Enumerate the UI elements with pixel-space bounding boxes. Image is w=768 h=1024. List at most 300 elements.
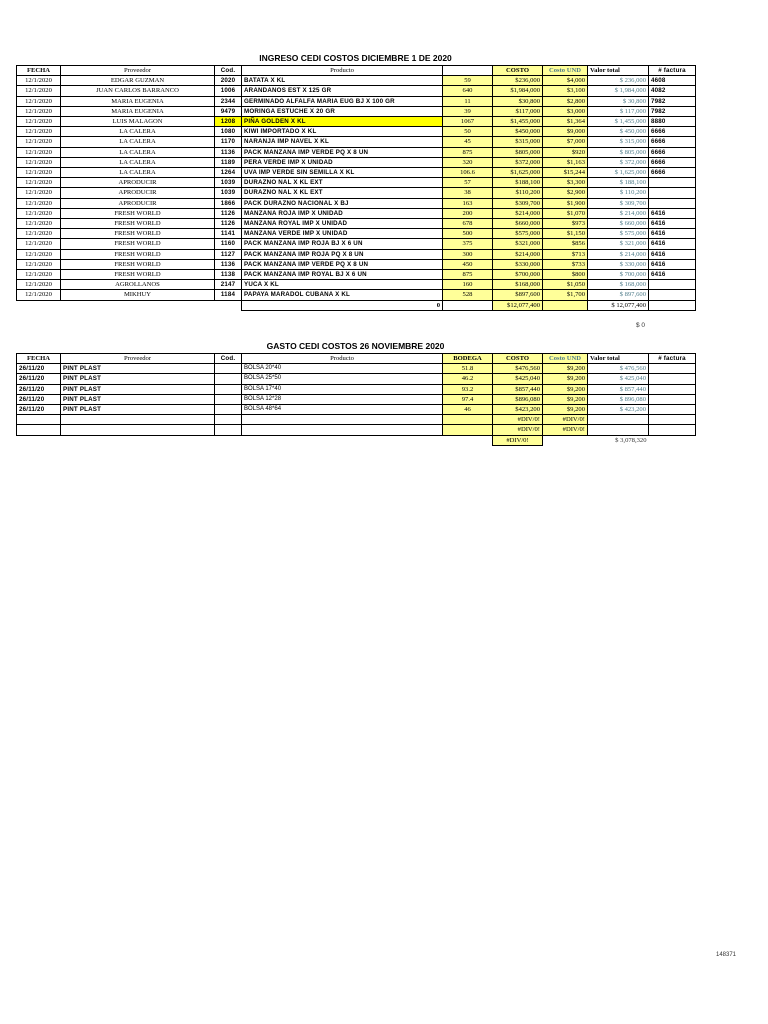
- cell-proveedor: APRODUCIR: [61, 188, 215, 198]
- cell-costo: $110,200: [493, 188, 543, 198]
- col-producto: Producto: [242, 354, 443, 364]
- cell-costo-und: $800: [543, 270, 588, 280]
- cell-costo: $309,700: [493, 198, 543, 208]
- cell-valor-total: $ 575,000: [588, 229, 649, 239]
- total-valor: $ 3,078,320: [615, 436, 647, 444]
- cell-valor-total: $ 321,000: [588, 239, 649, 249]
- table-row: [17, 394, 696, 404]
- cell-cod: 1127: [215, 249, 242, 259]
- ingreso-table: [16, 65, 696, 311]
- cell-fecha: 12/1/2020: [17, 137, 61, 147]
- cell-cod: 1126: [215, 208, 242, 218]
- cell-proveedor: [61, 415, 215, 425]
- cell-costo-und: $9,200: [543, 384, 588, 394]
- cell-proveedor: FRESH WORLD: [61, 229, 215, 239]
- cell-producto: PACK MANZANA IMP VERDE PQ X 8 UN: [242, 259, 443, 269]
- cell-factura: [649, 364, 696, 374]
- cell-costo-und: $1,900: [543, 198, 588, 208]
- cell-fecha: 12/1/2020: [17, 117, 61, 127]
- cell-producto: MANZANA VERDE IMP X UNIDAD: [242, 229, 443, 239]
- gasto-sheet: [16, 340, 695, 446]
- col-valor-total: Valor total: [588, 354, 649, 364]
- cell-producto: DURAZNO NAL X KL EXT: [242, 188, 443, 198]
- cell-fecha: 26/11/20: [17, 364, 61, 374]
- cell-costo-und: $9,200: [543, 374, 588, 384]
- cell-proveedor: FRESH WORLD: [61, 208, 215, 218]
- cell-proveedor: LA CALERA: [61, 147, 215, 157]
- table-row: [17, 374, 696, 384]
- cell-costo-und: #DIV/0!: [543, 415, 588, 425]
- table-row: [17, 168, 696, 178]
- cell-factura: 4608: [649, 76, 696, 86]
- cell-fecha: 26/11/20: [17, 405, 61, 415]
- cell-costo: $660,000: [493, 219, 543, 229]
- cell-factura: 7982: [649, 106, 696, 116]
- cell-producto: BOLSA 17*40: [242, 384, 443, 394]
- total-valor: $ 12,077,400: [588, 300, 649, 310]
- col-factura: # factura: [649, 66, 696, 76]
- cell-fecha: 12/1/2020: [17, 208, 61, 218]
- total-row: [17, 300, 696, 310]
- cell-cod: 1138: [215, 270, 242, 280]
- cell-costo: $857,440: [493, 384, 543, 394]
- cell-costo-und: $9,000: [543, 127, 588, 137]
- cell-producto: GERMINADO ALFALFA MARIA EUG BJ X 100 GR: [242, 96, 443, 106]
- cell-producto: PACK MANZANA IMP ROYAL BJ X 6 UN: [242, 270, 443, 280]
- col-valor-total: Valor total: [588, 66, 649, 76]
- cell-costo: $700,000: [493, 270, 543, 280]
- cell-costo-und: $1,163: [543, 157, 588, 167]
- cell-proveedor: LA CALERA: [61, 168, 215, 178]
- cell-factura: [649, 374, 696, 384]
- col-fecha: FECHA: [17, 354, 61, 364]
- cell-valor-total: [588, 415, 649, 425]
- cell-costo: $575,000: [493, 229, 543, 239]
- cell-costo-und: $3,300: [543, 178, 588, 188]
- cell-factura: 6416: [649, 249, 696, 259]
- cell-cod: 2344: [215, 96, 242, 106]
- cell-proveedor: APRODUCIR: [61, 178, 215, 188]
- cell-cod: 1141: [215, 229, 242, 239]
- cell-fecha: 12/1/2020: [17, 259, 61, 269]
- cell-cod: [215, 364, 242, 374]
- cell-costo: $330,000: [493, 259, 543, 269]
- cell-cod: 1006: [215, 86, 242, 96]
- cell-costo: $236,000: [493, 76, 543, 86]
- cell-factura: 6416: [649, 239, 696, 249]
- cell-cod: 1126: [215, 219, 242, 229]
- cell-cod: [215, 415, 242, 425]
- table-row: [17, 157, 696, 167]
- cell-proveedor: LA CALERA: [61, 157, 215, 167]
- cell-costo-und: $856: [543, 239, 588, 249]
- cell-producto: BOLSA 25*50: [242, 374, 443, 384]
- cell-producto: NARANJA IMP NAVEL X KL: [242, 137, 443, 147]
- cell-fecha: 12/1/2020: [17, 239, 61, 249]
- cell-valor-total: $ 425,040: [588, 374, 649, 384]
- cell-cod: 1039: [215, 178, 242, 188]
- cell-producto: [242, 425, 443, 435]
- cell-costo: #DIV/0!: [493, 425, 543, 435]
- cell-cantidad: 11: [443, 96, 493, 106]
- cell-valor-total: $ 315,000: [588, 137, 649, 147]
- cell-factura: 6416: [649, 229, 696, 239]
- cell-costo-und: $1,364: [543, 117, 588, 127]
- cell-costo-und: $9,200: [543, 364, 588, 374]
- cell-proveedor: PINT PLAST: [61, 374, 215, 384]
- cell-fecha: 12/1/2020: [17, 178, 61, 188]
- cell-costo: $168,000: [493, 280, 543, 290]
- cell-valor-total: [588, 425, 649, 435]
- cell-producto: MORINGA ESTUCHE X 20 GR: [242, 106, 443, 116]
- cell-factura: [649, 290, 696, 300]
- cell-costo: $1,455,000: [493, 117, 543, 127]
- cell-cod: [215, 405, 242, 415]
- cell-cod: [215, 384, 242, 394]
- cell-factura: [649, 178, 696, 188]
- cell-proveedor: PINT PLAST: [61, 394, 215, 404]
- col-fecha: FECHA: [17, 66, 61, 76]
- sheet-title: GASTO CEDI COSTOS 26 NOVIEMBRE 2020: [266, 341, 445, 351]
- cell-valor-total: $ 188,100: [588, 178, 649, 188]
- cell-factura: 8880: [649, 117, 696, 127]
- col-costo-und: Costo UND: [543, 354, 588, 364]
- cell-producto: KIWI IMPORTADO X KL: [242, 127, 443, 137]
- cell-costo-und: $713: [543, 249, 588, 259]
- col-producto: Producto: [242, 66, 443, 76]
- cell-valor-total: $ 372,000: [588, 157, 649, 167]
- cell-proveedor: LA CALERA: [61, 137, 215, 147]
- cell-costo-und: $3,000: [543, 106, 588, 116]
- cell-bodega: 46.2: [443, 374, 493, 384]
- cell-proveedor: EDGAR GUZMAN: [61, 76, 215, 86]
- cell-producto: MANZANA ROYAL IMP X UNIDAD: [242, 219, 443, 229]
- cell-costo-und: $1,070: [543, 208, 588, 218]
- cell-bodega: 46: [443, 405, 493, 415]
- cell-producto: PACK DURAZNO NACIONAL X BJ: [242, 198, 443, 208]
- cell-factura: 6666: [649, 168, 696, 178]
- table-row: [17, 239, 696, 249]
- cell-factura: [649, 198, 696, 208]
- cell-costo-und: #DIV/0!: [543, 425, 588, 435]
- cell-valor-total: $ 700,000: [588, 270, 649, 280]
- cell-fecha: 12/1/2020: [17, 96, 61, 106]
- zero-note: $ 0: [636, 322, 646, 329]
- col-cod: Cod.: [215, 66, 242, 76]
- cell-factura: 6416: [649, 270, 696, 280]
- cell-factura: 6666: [649, 147, 696, 157]
- cell-cantidad: 39: [443, 106, 493, 116]
- cell-producto: PAPAYA MARADOL CUBANA X KL: [242, 290, 443, 300]
- cell-costo-und: $15,244: [543, 168, 588, 178]
- cell-valor-total: $ 30,800: [588, 96, 649, 106]
- total-costo: $12,077,400: [493, 300, 543, 310]
- cell-costo: $897,600: [493, 290, 543, 300]
- cell-cantidad: 375: [443, 239, 493, 249]
- table-row: [17, 76, 696, 86]
- cell-costo: $805,000: [493, 147, 543, 157]
- cell-costo: $315,000: [493, 137, 543, 147]
- cell-cod: 1039: [215, 188, 242, 198]
- col-cantidad: [443, 66, 493, 76]
- cell-cantidad: 300: [443, 249, 493, 259]
- cell-valor-total: $ 117,000: [588, 106, 649, 116]
- cell-fecha: 12/1/2020: [17, 188, 61, 198]
- cell-fecha: 12/1/2020: [17, 76, 61, 86]
- cell-fecha: 12/1/2020: [17, 290, 61, 300]
- table-row: [17, 86, 696, 96]
- cell-valor-total: $ 660,000: [588, 219, 649, 229]
- cell-costo: $423,200: [493, 405, 543, 415]
- cell-factura: [649, 405, 696, 415]
- cell-factura: 6666: [649, 137, 696, 147]
- cell-cod: 1136: [215, 259, 242, 269]
- table-row: [17, 188, 696, 198]
- cell-fecha: 12/1/2020: [17, 280, 61, 290]
- table-row: [17, 270, 696, 280]
- cell-producto: [242, 415, 443, 425]
- cell-valor-total: $ 805,000: [588, 147, 649, 157]
- cell-proveedor: PINT PLAST: [61, 405, 215, 415]
- table-row: [17, 229, 696, 239]
- table-row: [17, 137, 696, 147]
- col-proveedor: Proveedor: [61, 66, 215, 76]
- cell-cod: 1170: [215, 137, 242, 147]
- cell-cantidad: 528: [443, 290, 493, 300]
- cell-cantidad: 640: [443, 86, 493, 96]
- cell-cod: 1208: [215, 117, 242, 127]
- cell-costo: $117,000: [493, 106, 543, 116]
- cell-producto: PACK MANZANA IMP ROJA BJ X 6 UN: [242, 239, 443, 249]
- cell-valor-total: $ 236,000: [588, 76, 649, 86]
- cell-costo: #DIV/0!: [493, 415, 543, 425]
- cell-cod: 1080: [215, 127, 242, 137]
- gasto-table: [16, 353, 696, 446]
- cell-costo: $321,000: [493, 239, 543, 249]
- cell-costo: $214,000: [493, 208, 543, 218]
- cell-cantidad: 678: [443, 219, 493, 229]
- page-number: 148371: [716, 952, 737, 958]
- cell-bodega: [443, 425, 493, 435]
- cell-factura: 6416: [649, 219, 696, 229]
- cell-factura: [649, 394, 696, 404]
- cell-fecha: 12/1/2020: [17, 198, 61, 208]
- cell-factura: 7982: [649, 96, 696, 106]
- cell-costo-und: $3,100: [543, 86, 588, 96]
- cell-valor-total: $ 214,000: [588, 249, 649, 259]
- cell-proveedor: FRESH WORLD: [61, 259, 215, 269]
- cell-fecha: 26/11/20: [17, 394, 61, 404]
- cell-valor-total: $ 857,440: [588, 384, 649, 394]
- table-row: [17, 415, 696, 425]
- cell-costo: $372,000: [493, 157, 543, 167]
- cell-valor-total: $ 476,560: [588, 364, 649, 374]
- cell-fecha: [17, 415, 61, 425]
- cell-fecha: 12/1/2020: [17, 270, 61, 280]
- cell-fecha: 26/11/20: [17, 384, 61, 394]
- cell-factura: 4082: [649, 86, 696, 96]
- cell-valor-total: $ 423,200: [588, 405, 649, 415]
- cell-valor-total: $ 110,200: [588, 188, 649, 198]
- cell-fecha: 12/1/2020: [17, 127, 61, 137]
- total-zero: 0: [242, 300, 443, 310]
- cell-costo: $30,800: [493, 96, 543, 106]
- table-row: [17, 208, 696, 218]
- cell-proveedor: MIKHUY: [61, 290, 215, 300]
- cell-cantidad: 106.6: [443, 168, 493, 178]
- cell-cantidad: 1067: [443, 117, 493, 127]
- col-proveedor: Proveedor: [61, 354, 215, 364]
- total-row: [17, 435, 696, 445]
- cell-cantidad: 50: [443, 127, 493, 137]
- cell-cod: 1160: [215, 239, 242, 249]
- cell-valor-total: $ 214,000: [588, 208, 649, 218]
- cell-producto: UVA IMP VERDE SIN SEMILLA X KL: [242, 168, 443, 178]
- cell-fecha: 12/1/2020: [17, 157, 61, 167]
- cell-proveedor: PINT PLAST: [61, 364, 215, 374]
- cell-proveedor: [61, 425, 215, 435]
- cell-cod: 2147: [215, 280, 242, 290]
- cell-cod: 1866: [215, 198, 242, 208]
- cell-costo-und: $733: [543, 259, 588, 269]
- cell-producto: DURAZNO NAL X KL EXT: [242, 178, 443, 188]
- cell-fecha: 12/1/2020: [17, 86, 61, 96]
- cell-proveedor: JUAN CARLOS BARRANCO: [61, 86, 215, 96]
- cell-proveedor: AGROLLANOS: [61, 280, 215, 290]
- cell-costo-und: $2,900: [543, 188, 588, 198]
- table-row: [17, 384, 696, 394]
- cell-factura: 6416: [649, 208, 696, 218]
- cell-costo-und: $2,800: [543, 96, 588, 106]
- cell-costo: $476,560: [493, 364, 543, 374]
- table-row: [17, 280, 696, 290]
- cell-fecha: 12/1/2020: [17, 229, 61, 239]
- table-row: [17, 127, 696, 137]
- cell-proveedor: PINT PLAST: [61, 384, 215, 394]
- col-cod: Cod.: [215, 354, 242, 364]
- cell-cantidad: 59: [443, 76, 493, 86]
- table-row: [17, 249, 696, 259]
- col-costo: COSTO: [493, 354, 543, 364]
- table-row: [17, 96, 696, 106]
- table-row: [17, 425, 696, 435]
- cell-cantidad: 38: [443, 188, 493, 198]
- cell-proveedor: MARIA EUGENIA: [61, 106, 215, 116]
- cell-costo: $450,000: [493, 127, 543, 137]
- cell-cantidad: 45: [443, 137, 493, 147]
- table-row: [17, 117, 696, 127]
- cell-cantidad: 163: [443, 198, 493, 208]
- cell-costo: $896,080: [493, 394, 543, 404]
- cell-proveedor: LA CALERA: [61, 127, 215, 137]
- cell-cod: 1136: [215, 147, 242, 157]
- cell-fecha: 12/1/2020: [17, 106, 61, 116]
- table-row: [17, 290, 696, 300]
- col-bodega: BODEGA: [443, 354, 493, 364]
- cell-valor-total: $ 330,000: [588, 259, 649, 269]
- cell-proveedor: FRESH WORLD: [61, 249, 215, 259]
- cell-costo: $1,984,000: [493, 86, 543, 96]
- cell-valor-total: $ 1,455,000: [588, 117, 649, 127]
- cell-proveedor: MARIA EUGENIA: [61, 96, 215, 106]
- col-costo-und: Costo UND: [543, 66, 588, 76]
- cell-factura: 6666: [649, 127, 696, 137]
- table-row: [17, 259, 696, 269]
- cell-producto: YUCA X KL: [242, 280, 443, 290]
- cell-cod: [215, 425, 242, 435]
- header-row: [17, 354, 696, 364]
- cell-factura: [649, 415, 696, 425]
- cell-cantidad: 200: [443, 208, 493, 218]
- cell-cod: 1184: [215, 290, 242, 300]
- cell-costo-und: $9,200: [543, 394, 588, 404]
- table-row: [17, 405, 696, 415]
- cell-fecha: 12/1/2020: [17, 249, 61, 259]
- cell-factura: [649, 188, 696, 198]
- cell-cod: 2020: [215, 76, 242, 86]
- cell-cod: 9479: [215, 106, 242, 116]
- cell-costo-und: $7,000: [543, 137, 588, 147]
- cell-bodega: 93.2: [443, 384, 493, 394]
- cell-bodega: 51.8: [443, 364, 493, 374]
- table-row: [17, 364, 696, 374]
- cell-factura: 6416: [649, 259, 696, 269]
- cell-costo-und: $1,700: [543, 290, 588, 300]
- cell-cantidad: 160: [443, 280, 493, 290]
- cell-bodega: 97.4: [443, 394, 493, 404]
- cell-cod: 1264: [215, 168, 242, 178]
- cell-cantidad: 450: [443, 259, 493, 269]
- table-row: [17, 106, 696, 116]
- cell-valor-total: $ 896,080: [588, 394, 649, 404]
- cell-costo-und: $920: [543, 147, 588, 157]
- cell-producto: MANZANA ROJA IMP X UNIDAD: [242, 208, 443, 218]
- cell-costo-und: $1,150: [543, 229, 588, 239]
- cell-factura: 6666: [649, 157, 696, 167]
- cell-valor-total: $ 897,600: [588, 290, 649, 300]
- cell-producto: BOLSA 20*40: [242, 364, 443, 374]
- cell-valor-total: $ 309,700: [588, 198, 649, 208]
- cell-costo: $425,040: [493, 374, 543, 384]
- cell-proveedor: LUIS MALAGON: [61, 117, 215, 127]
- cell-fecha: 26/11/20: [17, 374, 61, 384]
- cell-factura: [649, 280, 696, 290]
- cell-costo: $1,625,000: [493, 168, 543, 178]
- cell-valor-total: $ 450,000: [588, 127, 649, 137]
- cell-factura: [649, 425, 696, 435]
- cell-producto: BOLSA 48*64: [242, 405, 443, 415]
- cell-producto: PERA VERDE IMP X UNIDAD: [242, 157, 443, 167]
- cell-costo: $188,100: [493, 178, 543, 188]
- cell-valor-total: $ 1,625,000: [588, 168, 649, 178]
- cell-proveedor: FRESH WORLD: [61, 239, 215, 249]
- cell-producto: ARANDANOS EST X 125 GR: [242, 86, 443, 96]
- cell-proveedor: FRESH WORLD: [61, 219, 215, 229]
- cell-cantidad: 500: [443, 229, 493, 239]
- cell-producto: PACK MANZANA IMP VERDE PQ X 8 UN: [242, 147, 443, 157]
- col-factura: # factura: [649, 354, 696, 364]
- cell-producto: BOLSA 12*28: [242, 394, 443, 404]
- cell-factura: [649, 384, 696, 394]
- table-row: [17, 198, 696, 208]
- table-row: [17, 178, 696, 188]
- cell-cod: [215, 394, 242, 404]
- cell-cantidad: 57: [443, 178, 493, 188]
- cell-valor-total: $ 168,000: [588, 280, 649, 290]
- table-row: [17, 147, 696, 157]
- cell-cantidad: 875: [443, 270, 493, 280]
- cell-valor-total: $ 1,984,000: [588, 86, 649, 96]
